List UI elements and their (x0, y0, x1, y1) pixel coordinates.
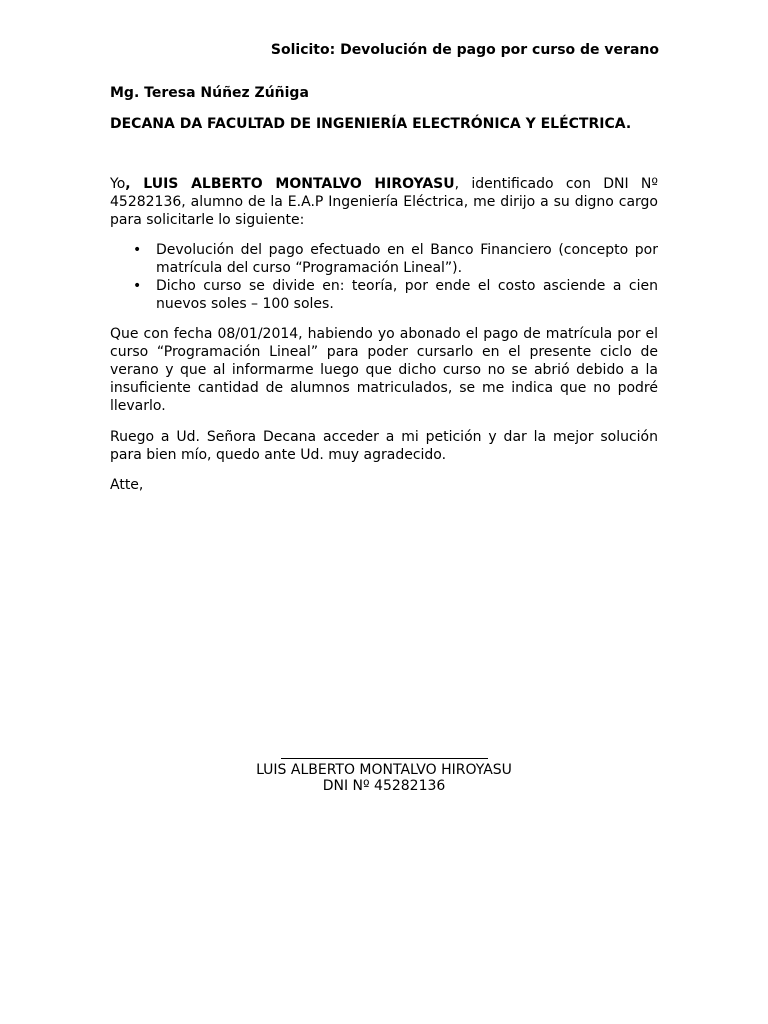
date-paragraph: Que con fecha 08/01/2014, habiendo yo abonado el pago de matrícula por el curso “Programación Lineal” para poder cursarlo en el presente ciclo de verano y que al informarme luego que dicho curso no se abrió debido a la insuficiente cantidad de alumnos matriculados, se me indica que no podré llevarlo. (110, 326, 658, 414)
bullet-icon: • (133, 242, 142, 258)
request-list (110, 241, 658, 313)
list-item-text: Devolución del pago efectuado en el Banco Financiero (concepto por matrícula del curso “Programación Lineal”). (156, 242, 658, 276)
list-item (110, 277, 658, 313)
closing-text: Atte, (110, 477, 144, 493)
list-item (110, 241, 658, 277)
bullet-icon: • (133, 278, 142, 294)
request-paragraph: Ruego a Ud. Señora Decana acceder a mi petición y dar la mejor solución para bien mío, quedo ante Ud. muy agradecido. (110, 429, 658, 463)
intro-paragraph (110, 175, 658, 229)
recipient-name: Mg. Teresa Núñez Zúñiga (110, 85, 309, 101)
recipient-title: DECANA DA FACULTAD DE INGENIERÍA ELECTRÓNICA Y ELÉCTRICA. (110, 116, 632, 132)
list-item-text: Dicho curso se divide en: teoría, por ende el costo asciende a cien nuevos soles – 100 soles. (156, 278, 658, 312)
applicant-name: , LUIS ALBERTO MONTALVO HIROYASU (125, 176, 455, 192)
intro-rest: , identificado con DNI Nº 45282136, alumno de la E.A.P Ingeniería Eléctrica, me dirijo a su digno cargo para solicitarle lo siguiente: (110, 176, 658, 228)
subject-line: Solicito: Devolución de pago por curso de verano (270, 42, 659, 58)
signature-dni: DNI Nº 45282136 (322, 778, 446, 794)
intro-prefix: Yo (110, 176, 126, 192)
signature-line (281, 758, 488, 759)
signature-name: LUIS ALBERTO MONTALVO HIROYASU (256, 762, 512, 778)
